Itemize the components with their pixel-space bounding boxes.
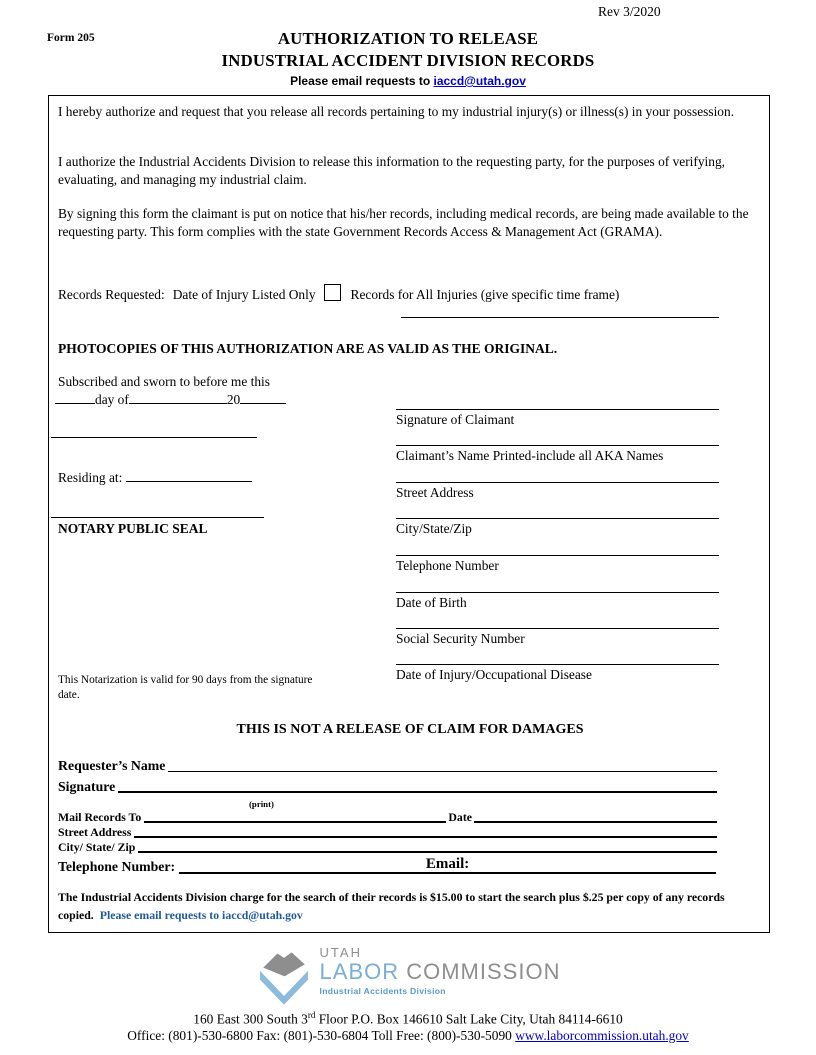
address-part2: Floor P.O. Box 146610 Salt Lake City, Utah 84114-6610 [315,1011,623,1027]
requester-signature-row [58,779,719,795]
contact-phones: Office: (801)-530-6800 Fax: (801)-530-6804 Toll Free: (800)-530-5090 [127,1028,516,1043]
mail-records-row [58,810,719,825]
claimant-printed-name-field [396,445,719,464]
city-state-zip-label: City/ State/ Zip [58,840,136,854]
street-blank-line [134,836,717,838]
city-state-zip-field [396,518,719,537]
field-label: City/State/Zip [396,521,472,536]
labor-commission-logo [0,946,816,1008]
field-label: Street Address [396,485,474,500]
requester-name-label: Requester’s Name [58,758,166,773]
records-requested-row [58,284,764,303]
grama-paragraph: By signing this form the claimant is put on notice that his/her records, including medical records, are being made available to the requesting party. This form complies with the state Government Records Access & Management Act (GRAMA). [58,206,749,239]
field-label: Claimant’s Name Printed-include all AKA Names [396,448,664,463]
logo-division-text: Industrial Accidents Division [319,986,446,996]
residing-at-row [58,467,252,486]
sworn-date-blanks-row [55,389,286,408]
form-title-line1: AUTHORIZATION TO RELEASE [277,29,539,48]
residing-at-blank-line [126,467,252,482]
address-part1: 160 East 300 South 3 [193,1011,308,1027]
fee-notice [58,889,760,924]
email-request-line [0,74,816,88]
authorization-box [48,95,770,933]
telephone-number-field [396,555,719,574]
field-label: Telephone Number [396,558,499,573]
requester-city-row [58,840,719,855]
phone-email-row [58,855,716,875]
records-option-date-of-injury: Date of Injury Listed Only [172,287,316,302]
logo-utah-text: UTAH [319,945,362,960]
requester-name-blank-line [168,771,717,772]
not-a-release-note: THIS IS NOT A RELEASE OF CLAIM FOR DAMAGES [236,722,584,737]
address-ordinal: rd [307,1010,316,1020]
records-checkbox[interactable] [324,284,341,301]
print-note: (print) [249,799,274,809]
logo-text-block [320,946,561,996]
mail-records-label: Mail Records To [58,810,142,824]
signature-blank-line [118,791,717,793]
footer-address [0,1010,816,1027]
residing-at-label: Residing at: [58,470,123,485]
date-blank-line [474,821,717,823]
photocopies-note: PHOTOCOPIES OF THIS AUTHORIZATION ARE AS VALID AS THE ORIGINAL. [58,341,558,356]
authorize-paragraph-2: I authorize the Industrial Accidents Division to release this information to the requesting party, for the purposes of verifying, evaluating, and managing my industrial claim. [58,154,726,187]
street-address-field [396,482,719,501]
email-label: Email: [425,856,470,872]
field-label: Social Security Number [396,631,525,646]
field-label: Signature of Claimant [396,412,515,427]
email-prompt-text: Please email requests to [290,74,434,88]
utah-labor-commission-diamond-icon [256,948,312,1008]
website-link[interactable]: www.laborcommission.utah.gov [515,1028,689,1043]
date-of-injury-field [396,664,719,683]
city-blank-line [138,851,717,853]
header-email-link[interactable]: iaccd@utah.gov [433,74,526,88]
requester-street-row [58,825,719,840]
footer-contact [0,1028,816,1044]
date-of-birth-field [396,592,719,611]
fee-email-link[interactable]: Please email requests to iaccd@utah.gov [99,907,303,922]
telephone-number-label: Telephone Number: [58,859,176,874]
field-label: Date of Injury/Occupational Disease [396,667,592,682]
phone-email-blank-line [179,855,716,874]
logo-labor-text: LABOR [319,959,407,984]
street-address-label: Street Address [58,825,132,839]
timeframe-blank-line [401,317,719,318]
form-number: Form 205 [47,32,95,44]
month-blank-line [129,389,227,404]
logo-commission-text: COMMISSION [406,959,561,984]
mail-records-blank-line [144,821,446,823]
notarization-validity-note: This Notarization is valid for 90 days from the signature date. [58,674,313,702]
notary-signature-line [51,437,257,438]
authorize-paragraph-1: I hereby authorize and request that you release all records pertaining to my industrial injury(s) or illness(s) in your possession. [58,104,735,119]
fee-text: The Industrial Accidents Division charge for the search of their records is $15.00 to start the search plus $.25 per copy of any records copied. [58,890,725,922]
year-prefix-label: 20 [226,392,241,407]
claimant-signature-field [396,409,719,428]
year-blank-line [240,389,286,404]
signature-label: Signature [58,779,116,794]
records-option-all-injuries: Records for All Injuries (give specific time frame) [350,287,620,302]
date-label: Date [448,810,472,824]
form-title-line2: INDUSTRIAL ACCIDENT DIVISION RECORDS [221,51,595,70]
logo-main-text [320,961,561,983]
notary-public-seal-label: NOTARY PUBLIC SEAL [51,517,264,537]
revision-label: Rev 3/2020 [598,4,661,19]
requester-name-row [58,758,719,774]
field-label: Date of Birth [396,595,467,610]
records-requested-label: Records Requested: [58,287,165,302]
day-blank-line [55,389,95,404]
social-security-number-field [396,628,719,647]
sworn-statement: Subscribed and sworn to before me this [58,374,270,389]
day-of-label: day of [95,392,129,407]
